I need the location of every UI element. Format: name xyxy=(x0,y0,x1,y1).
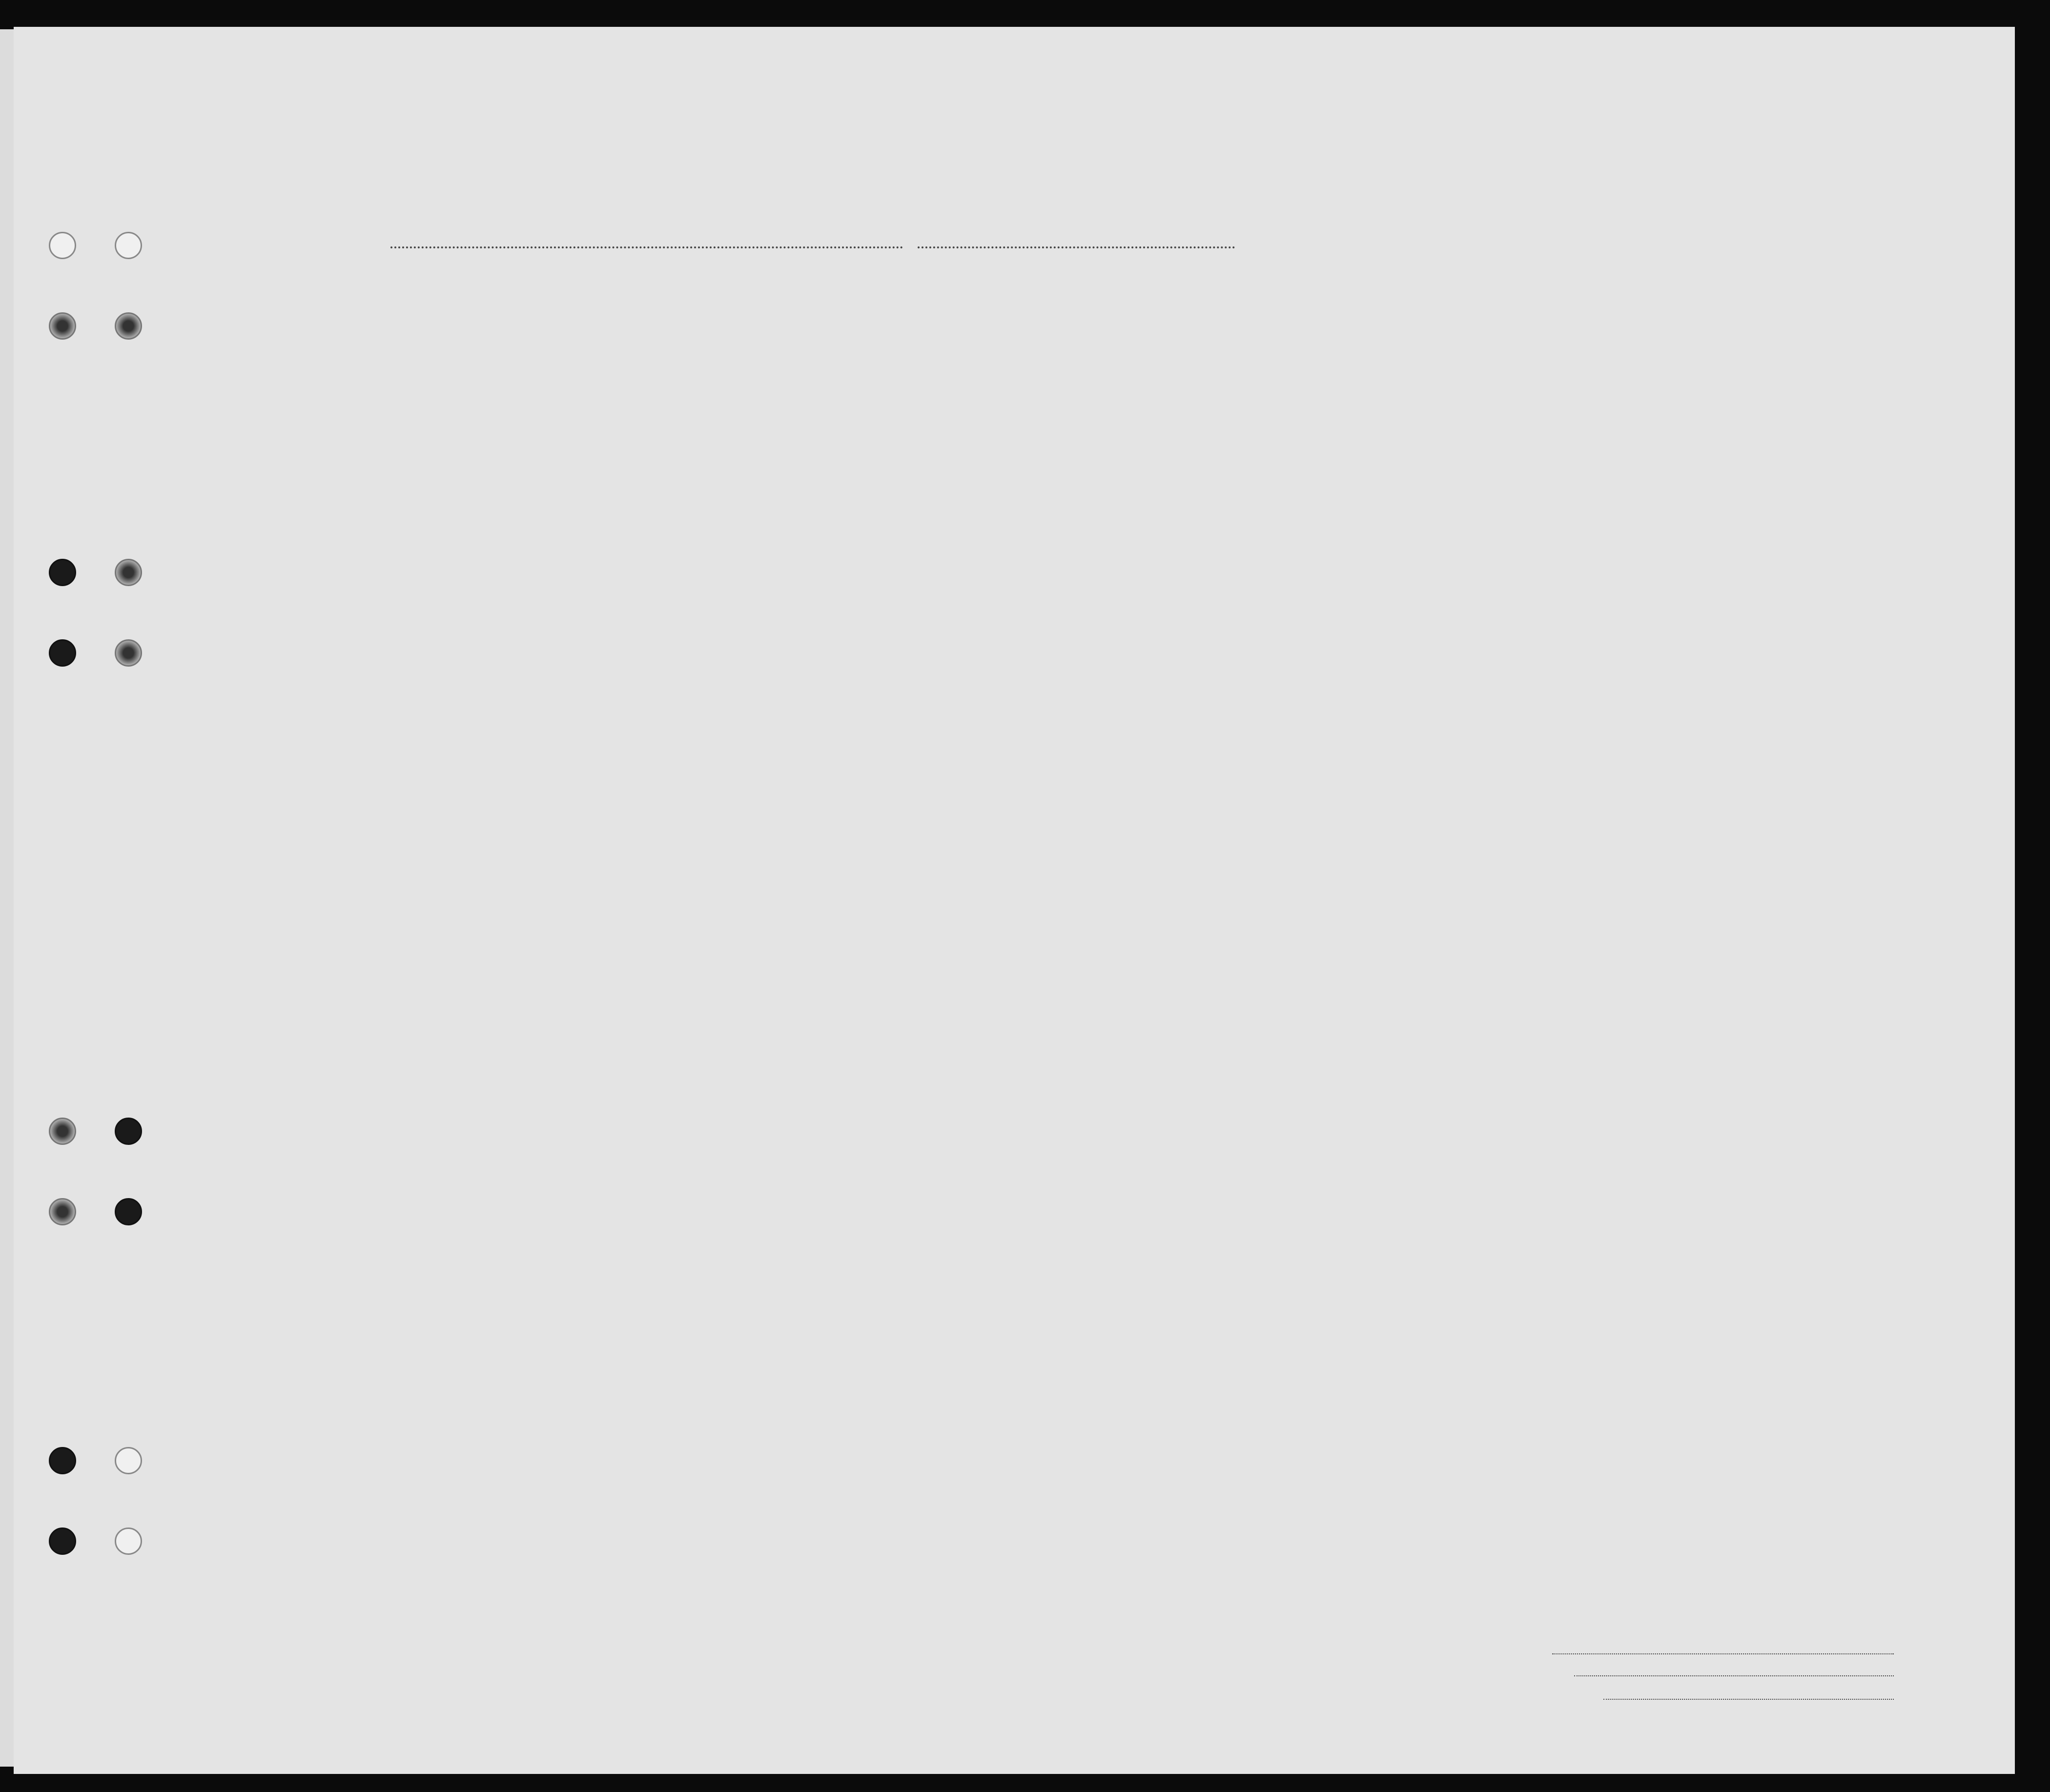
footer-agents-dots xyxy=(1603,1699,1894,1700)
footer-owners-dots xyxy=(1574,1675,1894,1676)
footer-line-dots xyxy=(1552,1653,1894,1654)
